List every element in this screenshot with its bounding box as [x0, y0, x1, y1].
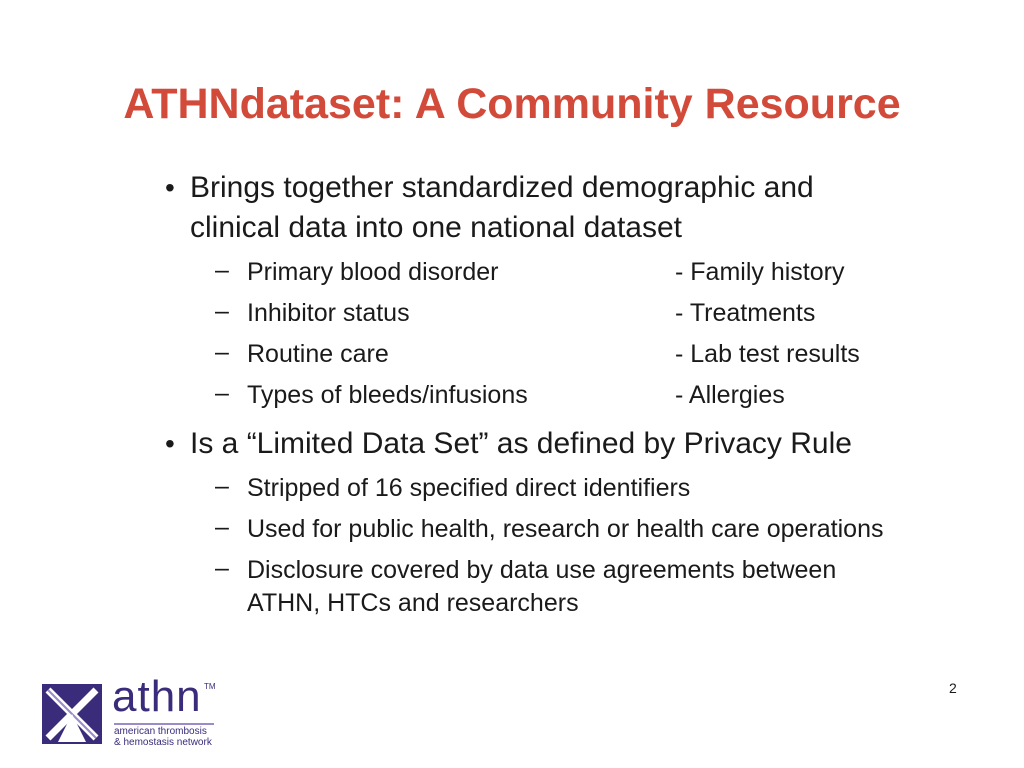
athn-logo — [42, 672, 242, 750]
logo-subtitle-line: & hemostasis network — [114, 737, 212, 748]
dash-glyph: – — [215, 379, 229, 407]
page-number: 2 — [949, 680, 957, 696]
sub-item-right: - Family history — [675, 258, 845, 286]
sub-item — [165, 334, 1005, 375]
sub-item — [165, 468, 1005, 509]
dash-glyph: – — [215, 513, 229, 541]
sub-item-left: Types of bleeds/infusions — [247, 381, 528, 409]
sub-item — [165, 554, 1005, 620]
athn-wordmark: athn — [112, 672, 202, 721]
dash-glyph: – — [215, 338, 229, 366]
sub-list-data-types — [165, 252, 1005, 416]
sub-item-text-line: Disclosure covered by data use agreements between — [247, 556, 837, 584]
bullet-glyph: • — [165, 172, 175, 203]
sub-item-right: - Lab test results — [675, 340, 860, 368]
sub-item-text: Used for public health, research or health care operations — [247, 515, 884, 543]
sub-item-left: Inhibitor status — [247, 299, 410, 327]
bullet-text-line: Is a “Limited Data Set” as defined by Privacy Rule — [190, 427, 852, 460]
trademark-symbol: TM — [204, 682, 216, 691]
bullet-text-line: Brings together standardized demographic and — [190, 171, 814, 204]
sub-item-left: Primary blood disorder — [247, 258, 499, 286]
dash-glyph: – — [215, 554, 229, 582]
athn-logo-mark-icon — [42, 684, 102, 744]
bullet-glyph: • — [165, 428, 175, 459]
bullet-datasets — [165, 168, 1005, 248]
sub-list-privacy — [165, 468, 1005, 620]
sub-item — [165, 293, 1005, 334]
bullet-limited-data-set — [165, 424, 1005, 464]
logo-divider — [114, 723, 214, 725]
dash-glyph: – — [215, 472, 229, 500]
logo-subtitle-line: american thrombosis — [114, 726, 207, 737]
sub-item-right: - Treatments — [675, 299, 816, 327]
sub-item-right: - Allergies — [675, 381, 785, 409]
dash-glyph: – — [215, 256, 229, 284]
dash-glyph: – — [215, 297, 229, 325]
sub-item — [165, 509, 1005, 550]
sub-item-left: Routine care — [247, 340, 389, 368]
slide-content — [165, 168, 1005, 628]
sub-item — [165, 375, 1005, 416]
sub-item-text-line: ATHN, HTCs and researchers — [247, 589, 579, 617]
sub-item-text: Stripped of 16 specified direct identifiers — [247, 474, 691, 502]
sub-item — [165, 252, 1005, 293]
bullet-text-line: clinical data into one national dataset — [190, 211, 683, 244]
slide-title: ATHNdataset: A Community Resource — [123, 80, 901, 128]
